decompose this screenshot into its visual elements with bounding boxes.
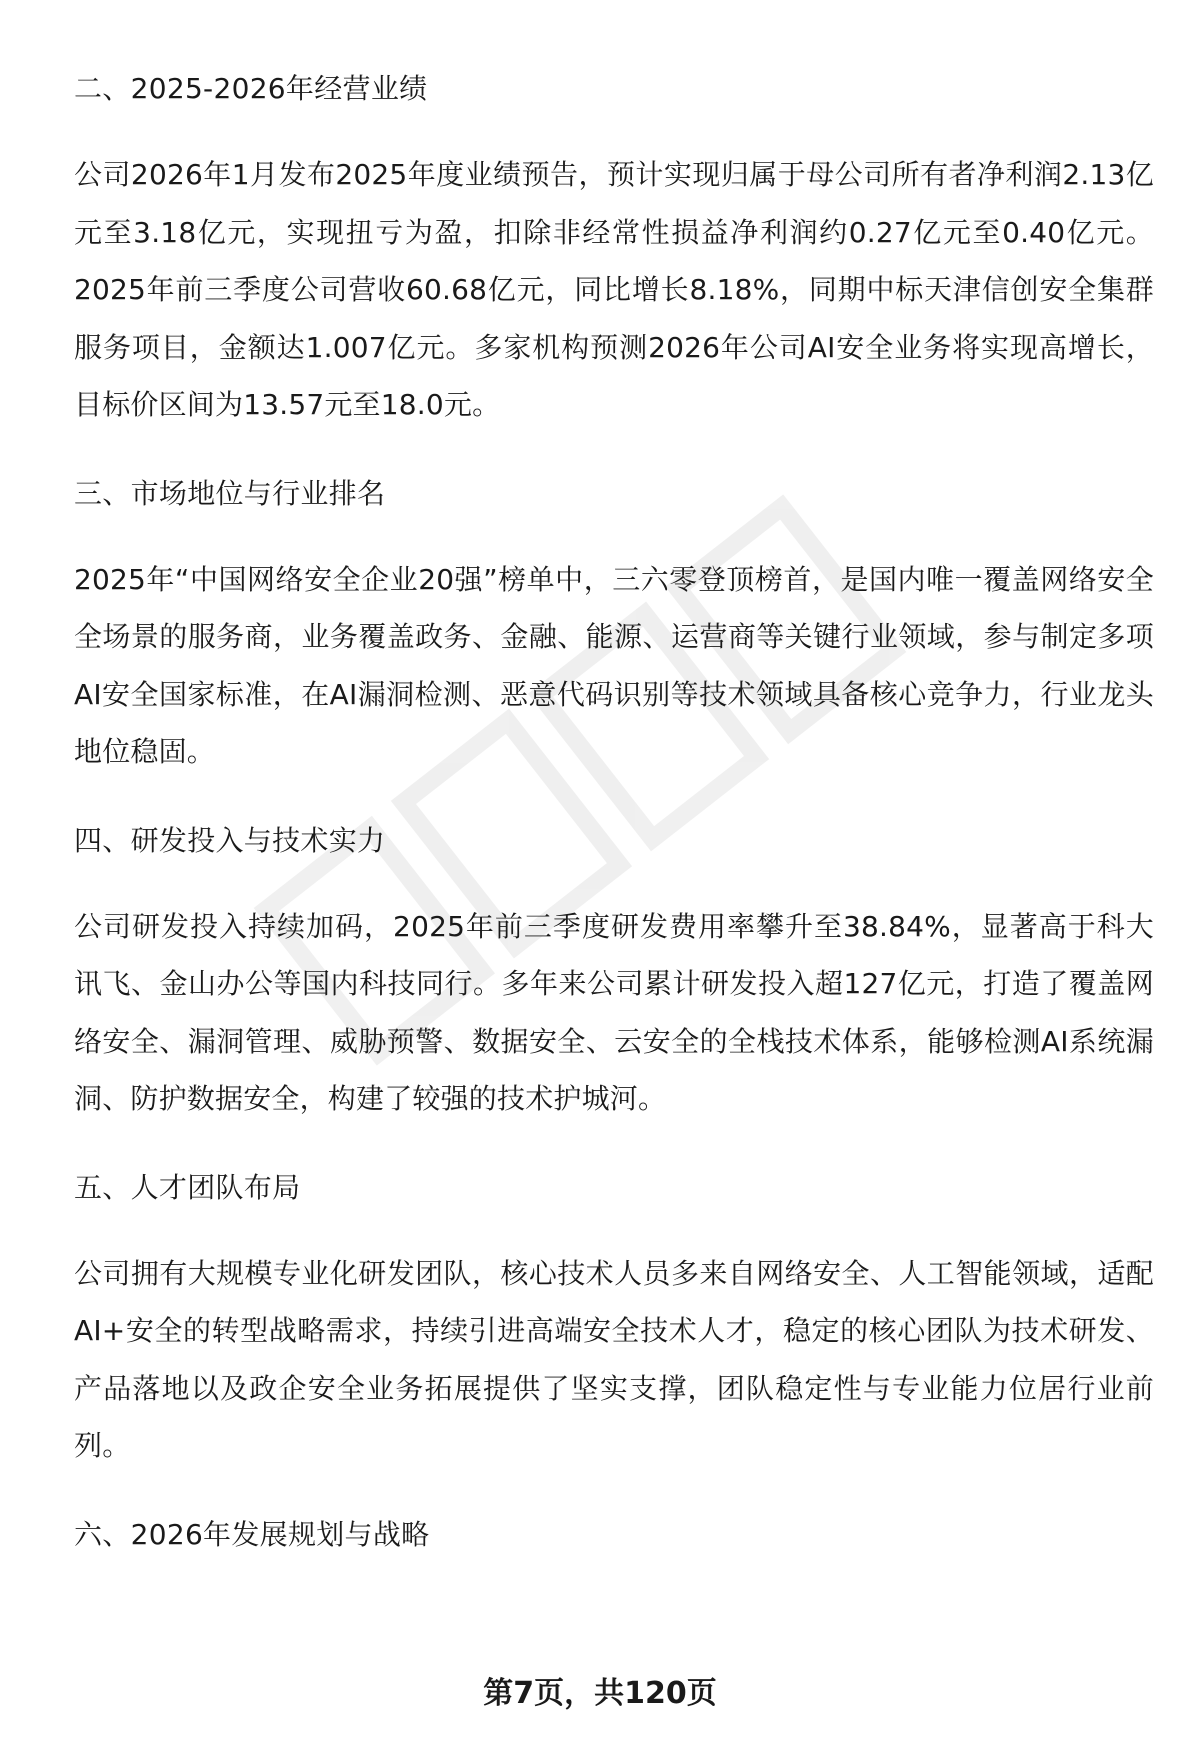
page-number-footer: 第7页，共120页	[483, 1676, 717, 1711]
document-page	[74, 60, 1154, 1592]
section-heading: 六、2026年发展规划与战略	[74, 1517, 430, 1551]
section-heading: 二、2025-2026年经营业绩	[74, 72, 428, 105]
section-paragraph: 2025年“中国网络安全企业20强”榜单中，三六零登顶榜首，是国内唯一覆盖网络安全全场景的服务商，业务覆盖政务、金融、能源、运营商等关键行业领域，参与制定多项AI安全国家标准，在AI漏洞检测、恶意代码识别等技术领域具备核心竞争力，行业龙头地位稳固。	[74, 562, 1154, 768]
section-heading: 三、市场地位与行业排名	[74, 476, 386, 510]
section-heading: 五、人才团队布局	[74, 1170, 301, 1204]
section-paragraph: 公司拥有大规模专业化研发团队，核心技术人员多来自网络安全、人工智能领域，适配AI+安全的转型战略需求，持续引进高端安全技术人才，稳定的核心团队为技术研发、产品落地以及政企安全业务拓展提供了坚实支撑，团队稳定性与专业能力位居行业前列。	[74, 1256, 1154, 1462]
section-heading: 四、研发投入与技术实力	[74, 823, 386, 857]
section-paragraph: 公司研发投入持续加码，2025年前三季度研发费用率攀升至38.84%，显著高于科大讯飞、金山办公等国内科技同行。多年来公司累计研发投入超127亿元，打造了覆盖网络安全、漏洞管理、威胁预警、数据安全、云安全的全栈技术体系，能够检测AI系统漏洞、防护数据安全，构建了较强的技术护城河。	[74, 909, 1154, 1115]
section-paragraph: 公司2026年1月发布2025年度业绩预告，预计实现归属于母公司所有者净利润2.13亿元至3.18亿元，实现扭亏为盈，扣除非经常性损益净利润约0.27亿元至0.40亿元。2025年前三季度公司营收60.68亿元，同比增长8.18%，同期中标天津信创安全集群服务项目，金额达1.007亿元。多家机构预测2026年公司AI安全业务将实现高增长，目标价区间为13.57元至18.0元。	[74, 158, 1154, 421]
